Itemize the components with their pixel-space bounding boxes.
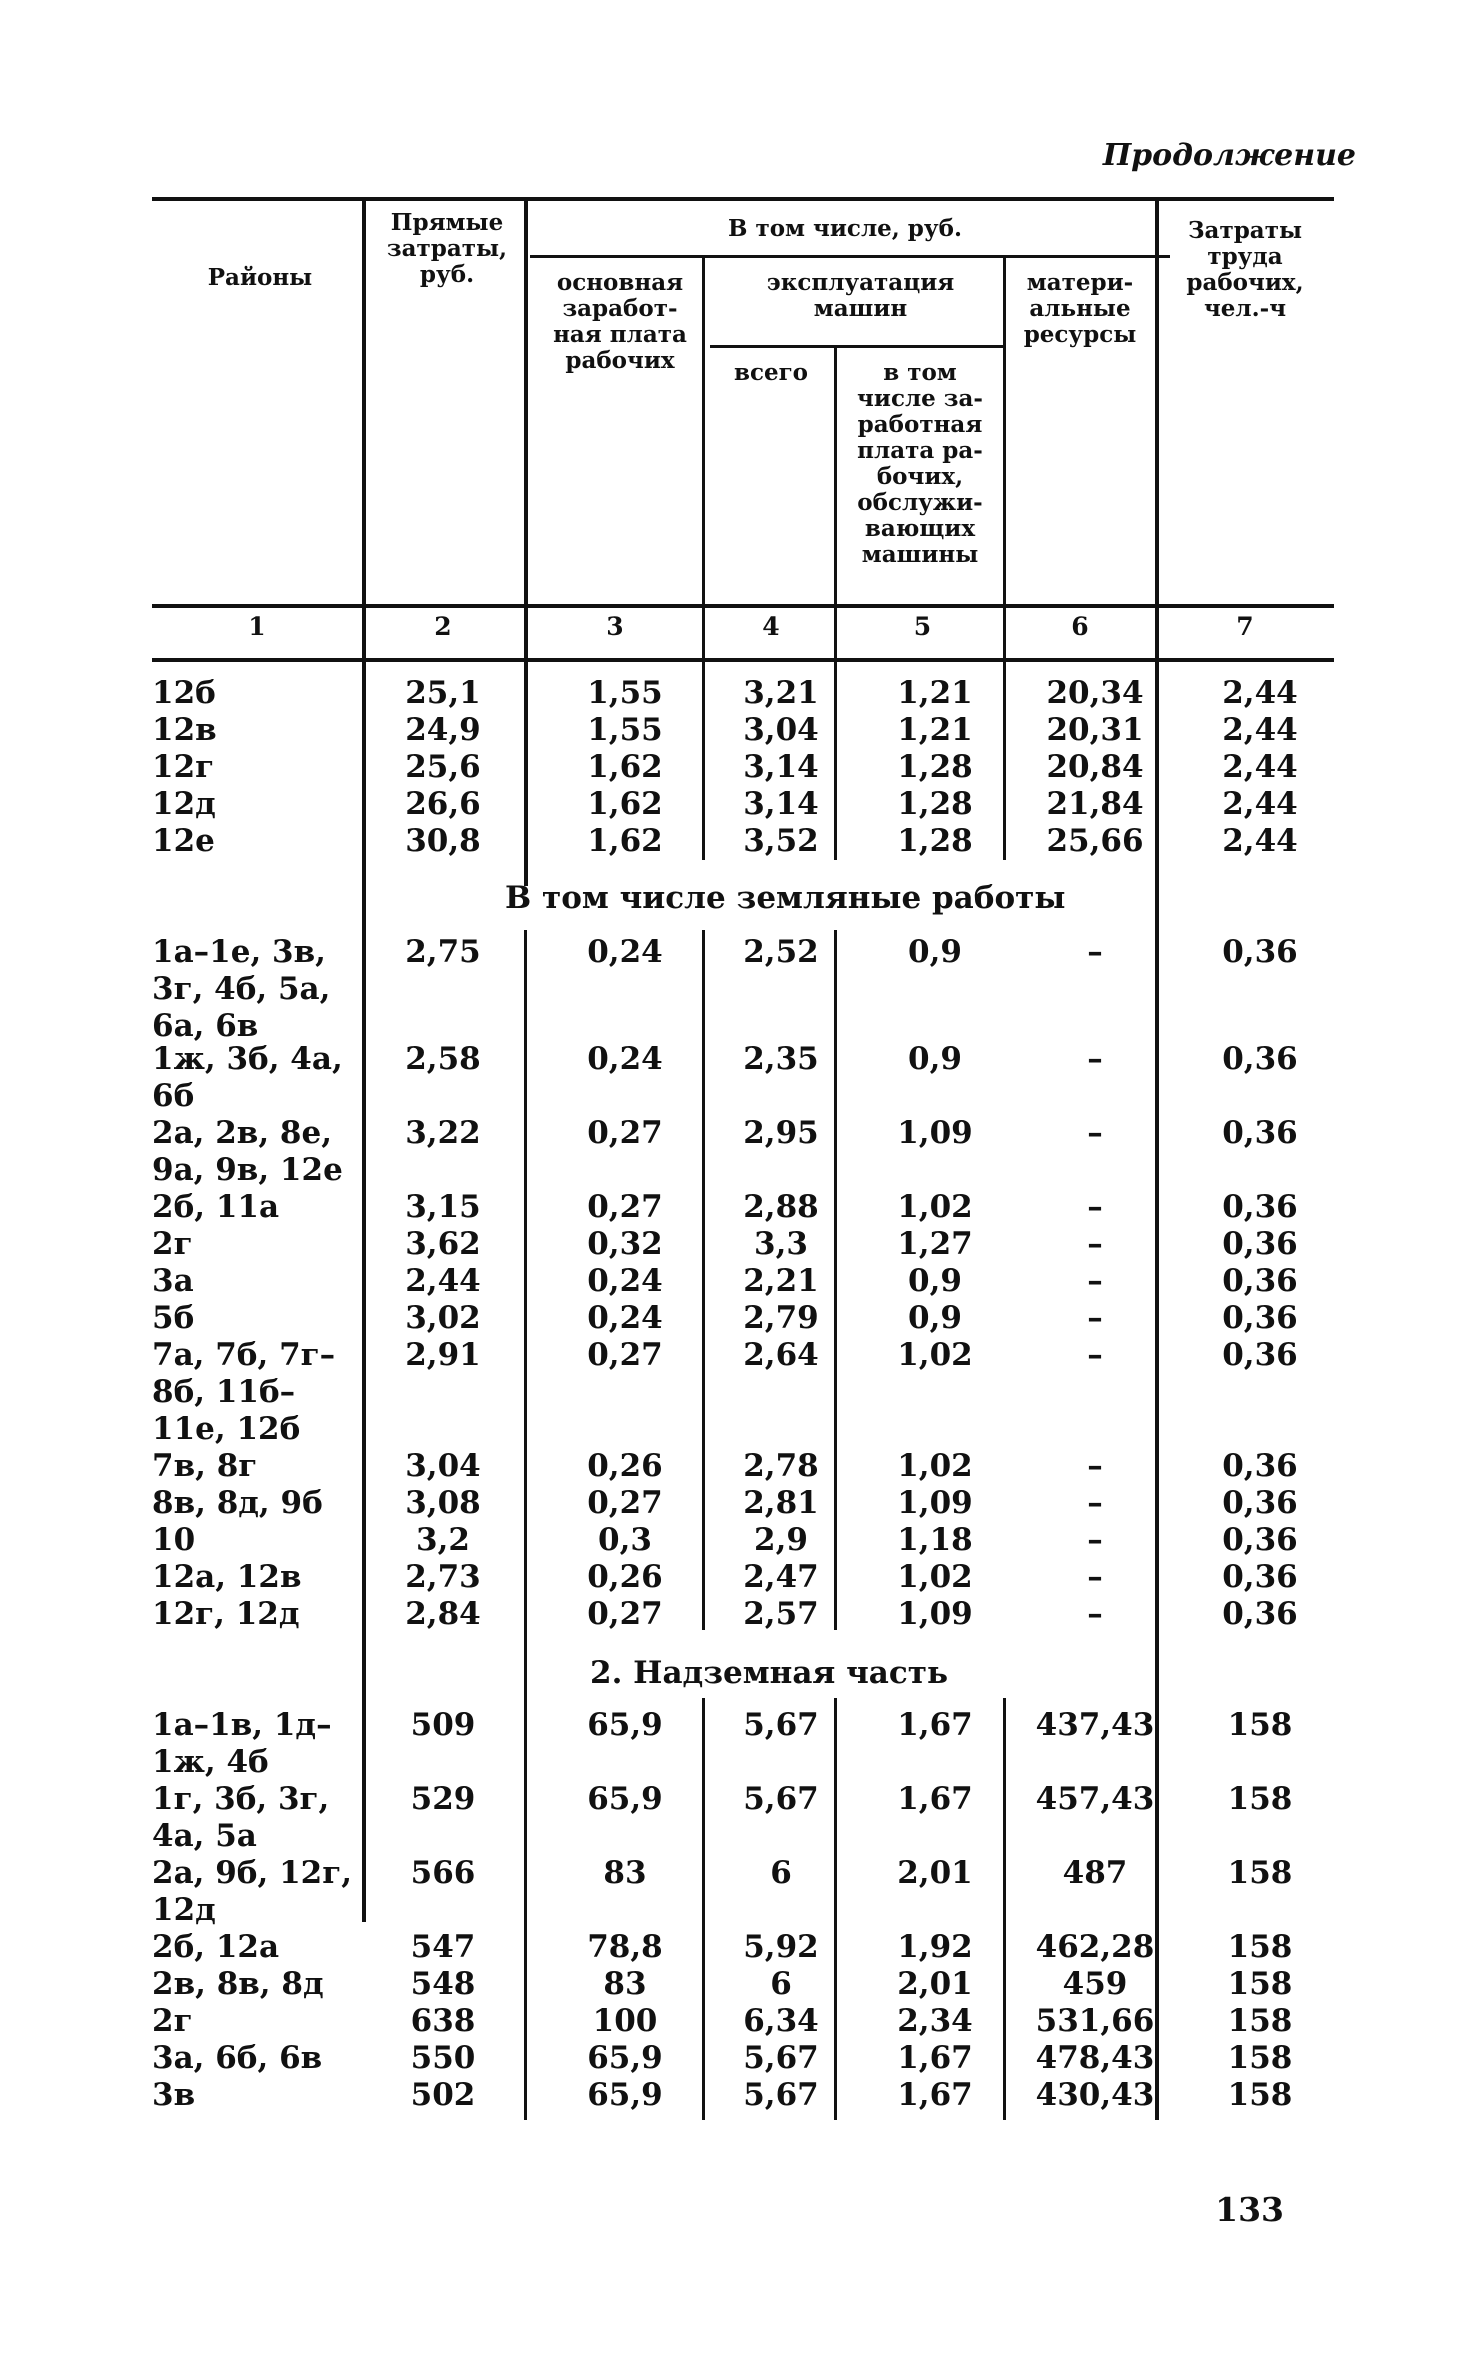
- labor-cell: 2,44: [1222, 749, 1298, 785]
- district-cell: 5б: [152, 1300, 195, 1336]
- base-wage-cell: 1,62: [587, 786, 663, 822]
- machine-wage-cell: 0,9: [908, 934, 962, 970]
- district-cell: 2г: [152, 2003, 193, 2039]
- labor-cell: 0,36: [1222, 1189, 1298, 1225]
- column-number: 1: [248, 612, 266, 641]
- machine-total-cell: 2,78: [743, 1448, 819, 1484]
- base-wage-cell: 0,27: [587, 1115, 663, 1151]
- labor-cell: 0,36: [1222, 1485, 1298, 1521]
- machine-wage-cell: 1,27: [897, 1226, 973, 1262]
- machine-total-cell: 3,14: [743, 749, 819, 785]
- district-cell: 3а: [152, 1263, 194, 1299]
- labor-cell: 2,44: [1222, 823, 1298, 859]
- materials-cell: –: [1087, 1559, 1103, 1595]
- machine-total-cell: 6: [770, 1966, 792, 2002]
- district-cell: 2г: [152, 1226, 193, 1262]
- machine-wage-cell: 1,02: [897, 1337, 973, 1373]
- continuation-label: Продолжение: [1102, 138, 1356, 173]
- header-district: Районы: [207, 264, 313, 291]
- labor-cell: 0,36: [1222, 1448, 1298, 1484]
- base-wage-cell: 65,9: [587, 2077, 663, 2113]
- base-wage-cell: 0,24: [587, 934, 663, 970]
- district-cell: 12г: [152, 749, 215, 785]
- district-cell: 12б: [152, 675, 216, 711]
- machine-wage-cell: 1,28: [897, 749, 973, 785]
- district-cell: 1ж, 3б, 4а, 6б: [152, 1041, 343, 1114]
- machine-wage-cell: 1,28: [897, 823, 973, 859]
- direct-costs-cell: 2,91: [405, 1337, 481, 1373]
- district-cell: 2в, 8в, 8д: [152, 1966, 324, 2002]
- direct-costs-cell: 3,04: [405, 1448, 481, 1484]
- header-base-wage: основная заработ-ная плата рабочих: [553, 269, 687, 374]
- machine-total-cell: 2,35: [743, 1041, 819, 1077]
- labor-cell: 158: [1227, 2003, 1293, 2039]
- labor-cell: 158: [1227, 1855, 1293, 1891]
- labor-cell: 158: [1227, 1781, 1293, 1817]
- col-divider-2: [524, 197, 528, 886]
- labor-cell: 2,44: [1222, 712, 1298, 748]
- machine-total-cell: 3,52: [743, 823, 819, 859]
- machine-wage-cell: 1,67: [897, 1781, 973, 1817]
- base-wage-cell: 0,24: [587, 1041, 663, 1077]
- district-cell: 12е: [152, 823, 215, 859]
- materials-cell: 20,84: [1046, 749, 1144, 785]
- labor-cell: 2,44: [1222, 786, 1298, 822]
- column-number: 5: [913, 612, 932, 641]
- base-wage-cell: 0,26: [587, 1448, 663, 1484]
- district-cell: 10: [152, 1522, 196, 1558]
- column-number: 6: [1071, 612, 1089, 641]
- machine-wage-cell: 1,67: [897, 2077, 973, 2113]
- base-wage-cell: 0,26: [587, 1559, 663, 1595]
- machine-wage-cell: 1,21: [897, 675, 973, 711]
- district-cell: 3в: [152, 2077, 196, 2113]
- materials-cell: –: [1087, 1337, 1103, 1373]
- base-wage-cell: 1,62: [587, 749, 663, 785]
- machine-wage-cell: 2,01: [897, 1855, 973, 1891]
- district-cell: 12д: [152, 786, 216, 822]
- base-wage-cell: 0,24: [587, 1300, 663, 1336]
- direct-costs-cell: 550: [410, 2040, 476, 2076]
- machine-wage-cell: 1,02: [897, 1559, 973, 1595]
- labor-cell: 0,36: [1222, 1263, 1298, 1299]
- machine-total-cell: 3,3: [754, 1226, 808, 1262]
- materials-cell: –: [1087, 1189, 1103, 1225]
- materials-cell: 462,28: [1035, 1929, 1155, 1965]
- materials-cell: 437,43: [1035, 1707, 1155, 1743]
- labor-cell: 0,36: [1222, 1226, 1298, 1262]
- materials-cell: 457,43: [1035, 1781, 1155, 1817]
- column-number: 4: [762, 612, 780, 641]
- base-wage-cell: 1,55: [587, 675, 663, 711]
- base-wage-cell: 0,3: [598, 1522, 652, 1558]
- materials-cell: 487: [1062, 1855, 1128, 1891]
- machine-total-cell: 2,52: [743, 934, 819, 970]
- materials-cell: 21,84: [1046, 786, 1144, 822]
- labor-cell: 0,36: [1222, 1559, 1298, 1595]
- base-wage-cell: 65,9: [587, 2040, 663, 2076]
- labor-cell: 0,36: [1222, 1115, 1298, 1151]
- base-wage-cell: 0,27: [587, 1337, 663, 1373]
- materials-cell: –: [1087, 1522, 1103, 1558]
- machine-wage-cell: 1,67: [897, 1707, 973, 1743]
- header-machine-total: всего: [733, 359, 809, 386]
- direct-costs-cell: 547: [410, 1929, 476, 1965]
- materials-cell: –: [1087, 1263, 1103, 1299]
- district-cell: 2б, 11а: [152, 1189, 280, 1225]
- materials-cell: 20,31: [1046, 712, 1144, 748]
- machine-total-cell: 2,47: [743, 1559, 819, 1595]
- labor-cell: 158: [1227, 1966, 1293, 2002]
- column-number: 2: [434, 612, 452, 641]
- labor-cell: 158: [1227, 1929, 1293, 1965]
- machine-total-cell: 6: [770, 1855, 792, 1891]
- direct-costs-cell: 24,9: [405, 712, 481, 748]
- district-cell: 3а, 6б, 6в: [152, 2040, 323, 2076]
- machine-total-cell: 2,64: [743, 1337, 819, 1373]
- materials-cell: –: [1087, 934, 1103, 970]
- direct-costs-cell: 3,15: [405, 1189, 481, 1225]
- labor-cell: 0,36: [1222, 1300, 1298, 1336]
- base-wage-cell: 100: [592, 2003, 658, 2039]
- direct-costs-cell: 2,84: [405, 1596, 481, 1632]
- labor-cell: 0,36: [1222, 1596, 1298, 1632]
- machine-wage-cell: 1,28: [897, 786, 973, 822]
- district-cell: 2а, 9б, 12г, 12д: [152, 1855, 353, 1928]
- machine-total-cell: 2,21: [743, 1263, 819, 1299]
- machine-wage-cell: 0,9: [908, 1300, 962, 1336]
- materials-cell: 430,43: [1035, 2077, 1155, 2113]
- labor-cell: 2,44: [1222, 675, 1298, 711]
- machine-wage-cell: 1,67: [897, 2040, 973, 2076]
- machine-total-cell: 5,67: [743, 1781, 819, 1817]
- direct-costs-cell: 2,73: [405, 1559, 481, 1595]
- direct-costs-cell: 502: [410, 2077, 476, 2113]
- machine-total-cell: 5,92: [743, 1929, 819, 1965]
- machine-total-cell: 2,79: [743, 1300, 819, 1336]
- base-wage-cell: 1,62: [587, 823, 663, 859]
- materials-cell: –: [1087, 1300, 1103, 1336]
- materials-cell: –: [1087, 1485, 1103, 1521]
- base-wage-cell: 1,55: [587, 712, 663, 748]
- col-divider-1: [362, 197, 366, 1922]
- header-direct-costs: Прямые затраты, руб.: [386, 209, 508, 288]
- page-number: 133: [1215, 2190, 1284, 2229]
- direct-costs-cell: 638: [410, 2003, 476, 2039]
- labor-cell: 158: [1227, 1707, 1293, 1743]
- machine-wage-cell: 0,9: [908, 1041, 962, 1077]
- machine-total-cell: 5,67: [743, 2040, 819, 2076]
- district-cell: 1а–1в, 1д–1ж, 4б: [152, 1707, 332, 1780]
- machine-total-cell: 6,34: [743, 2003, 819, 2039]
- base-wage-cell: 65,9: [587, 1707, 663, 1743]
- materials-cell: –: [1087, 1448, 1103, 1484]
- labor-cell: 158: [1227, 2040, 1293, 2076]
- materials-cell: –: [1087, 1596, 1103, 1632]
- materials-cell: 25,66: [1046, 823, 1144, 859]
- base-wage-cell: 0,32: [587, 1226, 663, 1262]
- materials-cell: –: [1087, 1226, 1103, 1262]
- header-materials: матери-альные ресурсы: [1023, 269, 1137, 348]
- direct-costs-cell: 509: [410, 1707, 476, 1743]
- header-labor: Затраты труда рабочих, чел.-ч: [1186, 217, 1304, 322]
- machine-total-cell: 2,57: [743, 1596, 819, 1632]
- direct-costs-cell: 25,6: [405, 749, 481, 785]
- direct-costs-cell: 529: [410, 1781, 476, 1817]
- section-above-ground: 2. Надземная часть: [590, 1655, 948, 1691]
- base-wage-cell: 83: [603, 1855, 647, 1891]
- machine-wage-cell: 1,92: [897, 1929, 973, 1965]
- machine-total-cell: 2,88: [743, 1189, 819, 1225]
- labor-cell: 0,36: [1222, 1522, 1298, 1558]
- materials-cell: 478,43: [1035, 2040, 1155, 2076]
- machine-total-cell: 2,9: [754, 1522, 808, 1558]
- header-including: В том числе, руб.: [728, 215, 962, 242]
- base-wage-cell: 0,24: [587, 1263, 663, 1299]
- district-cell: 2а, 2в, 8е, 9а, 9в, 12е: [152, 1115, 343, 1188]
- labor-cell: 158: [1227, 2077, 1293, 2113]
- machine-wage-cell: 1,09: [897, 1115, 973, 1151]
- direct-costs-cell: 3,08: [405, 1485, 481, 1521]
- direct-costs-cell: 2,44: [405, 1263, 481, 1299]
- district-cell: 1а–1е, 3в, 3г, 4б, 5а, 6а, 6в: [152, 934, 331, 1044]
- machine-wage-cell: 1,18: [897, 1522, 973, 1558]
- machine-wage-cell: 1,09: [897, 1485, 973, 1521]
- base-wage-cell: 78,8: [587, 1929, 663, 1965]
- machine-rule: [710, 345, 1005, 348]
- materials-cell: 459: [1062, 1966, 1128, 2002]
- materials-cell: 20,34: [1046, 675, 1144, 711]
- machine-wage-cell: 1,02: [897, 1448, 973, 1484]
- col-divider-6: [1155, 197, 1159, 2120]
- materials-cell: 531,66: [1035, 2003, 1155, 2039]
- base-wage-cell: 65,9: [587, 1781, 663, 1817]
- col-divider-2b: [524, 930, 527, 2120]
- machine-total-cell: 3,14: [743, 786, 819, 822]
- materials-cell: –: [1087, 1115, 1103, 1151]
- machine-total-cell: 2,81: [743, 1485, 819, 1521]
- column-number: 3: [606, 612, 624, 641]
- labor-cell: 0,36: [1222, 934, 1298, 970]
- machine-total-cell: 3,21: [743, 675, 819, 711]
- machine-wage-cell: 1,21: [897, 712, 973, 748]
- base-wage-cell: 0,27: [587, 1189, 663, 1225]
- direct-costs-cell: 3,2: [416, 1522, 470, 1558]
- machine-total-cell: 5,67: [743, 2077, 819, 2113]
- machine-wage-cell: 1,02: [897, 1189, 973, 1225]
- machine-wage-cell: 2,34: [897, 2003, 973, 2039]
- direct-costs-cell: 26,6: [405, 786, 481, 822]
- direct-costs-cell: 25,1: [405, 675, 481, 711]
- direct-costs-cell: 30,8: [405, 823, 481, 859]
- district-cell: 7в, 8г: [152, 1448, 258, 1484]
- district-cell: 12а, 12в: [152, 1559, 302, 1595]
- direct-costs-cell: 2,58: [405, 1041, 481, 1077]
- base-wage-cell: 0,27: [587, 1596, 663, 1632]
- machine-total-cell: 2,95: [743, 1115, 819, 1151]
- labor-cell: 0,36: [1222, 1337, 1298, 1373]
- including-rule: [530, 255, 1170, 258]
- district-cell: 2б, 12а: [152, 1929, 280, 1965]
- machine-wage-cell: 2,01: [897, 1966, 973, 2002]
- section-earthworks: В том числе земляные работы: [505, 880, 1066, 916]
- direct-costs-cell: 2,75: [405, 934, 481, 970]
- materials-cell: –: [1087, 1041, 1103, 1077]
- machine-wage-cell: 0,9: [908, 1263, 962, 1299]
- district-cell: 12в: [152, 712, 217, 748]
- district-cell: 12г, 12д: [152, 1596, 300, 1632]
- labor-cell: 0,36: [1222, 1041, 1298, 1077]
- direct-costs-cell: 3,22: [405, 1115, 481, 1151]
- column-number: 7: [1236, 612, 1254, 641]
- direct-costs-cell: 3,02: [405, 1300, 481, 1336]
- district-cell: 1г, 3б, 3г, 4а, 5а: [152, 1781, 330, 1854]
- base-wage-cell: 83: [603, 1966, 647, 2002]
- machine-total-cell: 5,67: [743, 1707, 819, 1743]
- district-cell: 7а, 7б, 7г–8б, 11б–11е, 12б: [152, 1337, 336, 1447]
- base-wage-cell: 0,27: [587, 1485, 663, 1521]
- direct-costs-cell: 566: [410, 1855, 476, 1891]
- header-machine-operation: эксплуатация машин: [766, 269, 955, 322]
- direct-costs-cell: 3,62: [405, 1226, 481, 1262]
- machine-wage-cell: 1,09: [897, 1596, 973, 1632]
- machine-total-cell: 3,04: [743, 712, 819, 748]
- header-machine-wage: в том числе за-работная плата ра-бочих, обслужи-вающих машины: [857, 359, 983, 568]
- direct-costs-cell: 548: [410, 1966, 476, 2002]
- district-cell: 8в, 8д, 9б: [152, 1485, 323, 1521]
